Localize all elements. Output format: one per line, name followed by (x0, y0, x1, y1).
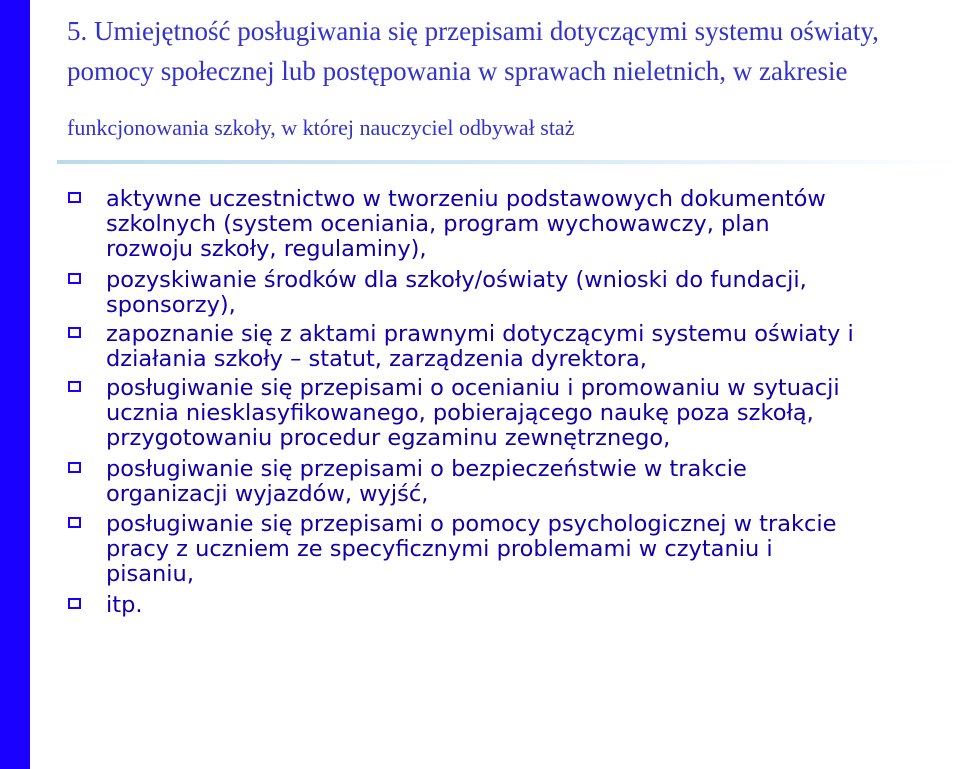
bullet-text-line: pozyskiwanie środków dla szkoły/oświaty (wnioski do fundacji, (106, 267, 807, 293)
square-bullet-icon (68, 273, 81, 284)
bullet-text-line: pracy z uczniem ze specyficznymi problemami w czytaniu i (106, 536, 773, 562)
square-bullet-icon (68, 462, 81, 473)
square-bullet-icon (68, 192, 81, 203)
bullet-text-line: posługiwanie się przepisami o ocenianiu i promowaniu w sytuacji (106, 375, 840, 401)
bullet-text-line: działania szkoły – statut, zarządzenia dyrektora, (106, 346, 647, 372)
square-bullet-icon (68, 327, 81, 338)
bullet-text (106, 187, 960, 262)
bullet-text-line: aktywne uczestnictwo w tworzeniu podstawowych dokumentów (106, 186, 826, 212)
bullet-text (106, 268, 960, 318)
bullet-text-line: sponsorzy), (106, 292, 236, 318)
bullet-text (106, 512, 960, 587)
bullet-text-line: itp. (106, 592, 143, 618)
title-divider (57, 160, 960, 164)
square-bullet-icon (68, 517, 81, 528)
square-bullet-icon (68, 598, 81, 609)
bullet-text (106, 593, 960, 618)
bullet-text-line: szkolnych (system oceniania, program wychowawczy, plan (106, 211, 770, 237)
bullet-text-line: posługiwanie się przepisami o pomocy psychologicznej w trakcie (106, 511, 837, 537)
bullet-text-line: rozwoju szkoły, regulaminy), (106, 236, 427, 262)
slide-title-line-3: funkcjonowania szkoły, w której nauczyciel odbywał staż (67, 115, 575, 140)
bullet-text-line: zapoznanie się z aktami prawnymi dotyczącymi systemu oświaty i (106, 321, 854, 347)
square-bullet-icon (68, 381, 81, 392)
bullet-text-line: pisaniu, (106, 561, 194, 587)
bullet-text-line: ucznia niesklasyfikowanego, pobierającego naukę poza szkołą, (106, 400, 814, 426)
slide-title-line-1: 5. Umiejętność posługiwania się przepisami dotyczącymi systemu oświaty, (67, 16, 879, 46)
bullet-text (106, 322, 960, 372)
bullet-text (106, 376, 960, 451)
left-accent-bar (0, 0, 30, 769)
bullet-text (106, 457, 960, 507)
bullet-text-line: organizacji wyjazdów, wyjść, (106, 481, 429, 507)
bullet-text-line: przygotowaniu procedur egzaminu zewnętrznego, (106, 425, 671, 451)
bullet-text-line: posługiwanie się przepisami o bezpieczeństwie w trakcie (106, 456, 747, 482)
slide-title-line-2: pomocy społecznej lub postępowania w sprawach nieletnich, w zakresie (67, 56, 848, 86)
